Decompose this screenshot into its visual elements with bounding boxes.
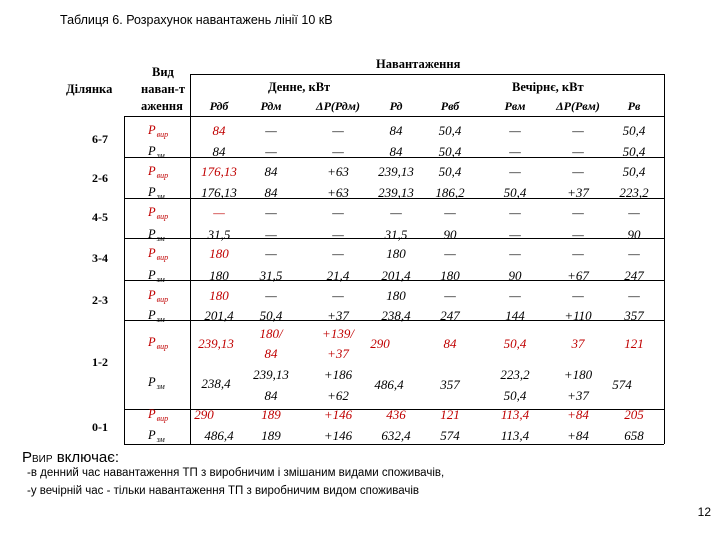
cell-01vir-c7: 205 xyxy=(624,407,644,422)
cell-01vir-c6: +84 xyxy=(567,407,589,422)
row-label-pvir: $Р_{вир}$ xyxy=(148,288,169,304)
cell-r4-c5: — xyxy=(509,205,521,220)
cell-r2-c4: 50,4 xyxy=(438,164,462,179)
cell-12vir-pvb: 84 xyxy=(443,336,457,351)
cell-12vir-pdm-a: 180/ xyxy=(259,326,283,341)
cell-r3-c4: 186,2 xyxy=(435,185,465,200)
cell-01zm-c1: 189 xyxy=(261,428,281,443)
pvir-heading: РВИР включає: xyxy=(22,449,120,466)
cell-r9-c4: 247 xyxy=(440,308,460,323)
header-azhennya: аження xyxy=(141,99,183,113)
grid-line xyxy=(190,74,191,444)
cell-01zm-c3: 632,4 xyxy=(381,428,411,443)
cell-r3-c5: 50,4 xyxy=(503,185,527,200)
cell-r5-c1: — xyxy=(265,227,277,242)
cell-12vir-dp-b: +37 xyxy=(327,346,349,361)
cell-r9-c6: +110 xyxy=(564,308,592,323)
cell-r0-c1: — xyxy=(265,123,277,138)
cell-01zm-c6: +84 xyxy=(567,428,589,443)
cell-12vir-dpv: 37 xyxy=(571,336,585,351)
section-label-0: 6-7 xyxy=(92,132,108,146)
cell-12zm-dp-a: +186 xyxy=(323,367,353,382)
note-evening: -у вечірній час - тільки навантаження ТП з виробничим видом споживачів xyxy=(27,485,420,497)
cell-01zm-c2: +146 xyxy=(323,428,353,443)
row-label-pzm: $Р_{зм}$ xyxy=(148,185,165,201)
header-dilyanka: Ділянка xyxy=(66,82,113,96)
cell-r7-c1: 31,5 xyxy=(259,268,283,283)
cell-r7-c7: 247 xyxy=(624,268,644,283)
cell-r1-c1: — xyxy=(265,144,277,159)
cell-r5-c6: — xyxy=(572,227,584,242)
cell-r0-c0: 84 xyxy=(212,123,226,138)
cell-r3-c7: 223,2 xyxy=(619,185,649,200)
header-sub-5: Рвм xyxy=(504,99,526,113)
cell-01zm-c7: 658 xyxy=(624,428,644,443)
cell-12zm-pvb: 357 xyxy=(440,377,460,392)
cell-r8-c6: — xyxy=(572,288,584,303)
cell-12zm-dpv-b: +37 xyxy=(567,388,589,403)
row-label-pzm: $Р_{зм}$ xyxy=(148,308,165,324)
cell-12zm-pvm-b: 50,4 xyxy=(503,388,527,403)
cell-r8-c7: — xyxy=(628,288,640,303)
cell-r5-c5: — xyxy=(509,227,521,242)
cell-r7-c2: 21,4 xyxy=(326,268,350,283)
grid-line xyxy=(190,74,664,75)
cell-01vir-c1: 189 xyxy=(261,407,281,422)
cell-01vir-c3: 436 xyxy=(386,407,406,422)
cell-r2-c2: +63 xyxy=(327,164,349,179)
row-label-pvir: $Р_{вир}$ xyxy=(148,246,169,262)
cell-r0-c5: — xyxy=(509,123,521,138)
row-label-pzm-12: $Р_{зм}$ xyxy=(148,375,165,391)
header-sub-1: Рдм xyxy=(260,99,282,113)
cell-12vir-pd: 290 xyxy=(370,336,390,351)
cell-r1-c6: — xyxy=(572,144,584,159)
cell-r0-c6: — xyxy=(572,123,584,138)
cell-12vir-pv: 121 xyxy=(624,336,644,351)
header-sub-0: Рдб xyxy=(209,99,229,113)
grid-line xyxy=(124,116,125,444)
cell-r2-c0: 176,13 xyxy=(201,164,237,179)
section-label-1: 2-6 xyxy=(92,171,108,185)
cell-r3-c6: +37 xyxy=(567,185,589,200)
header-sub-2: ΔР(Рдм) xyxy=(316,99,360,113)
cell-r4-c4: — xyxy=(444,205,456,220)
cell-12vir-pdb: 239,13 xyxy=(198,336,234,351)
cell-r9-c5: 144 xyxy=(505,308,525,323)
cell-r8-c1: — xyxy=(265,288,277,303)
cell-r6-c3: 180 xyxy=(386,246,406,261)
cell-12zm-dp-b: +62 xyxy=(327,388,349,403)
row-label-pzm-01: $Р_{зм}$ xyxy=(148,428,165,444)
cell-01vir-c5: 113,4 xyxy=(500,407,530,422)
header-load: Навантаження xyxy=(376,57,461,71)
cell-r2-c3: 239,13 xyxy=(378,164,414,179)
cell-12zm-pdm-a: 239,13 xyxy=(253,367,289,382)
section-label-4: 2-3 xyxy=(92,293,108,307)
cell-r5-c2: — xyxy=(332,227,344,242)
cell-01zm-c4: 574 xyxy=(440,428,460,443)
grid-line xyxy=(124,116,664,117)
cell-r1-c0: 84 xyxy=(212,144,226,159)
cell-r5-c7: 90 xyxy=(627,227,641,242)
cell-r1-c7: 50,4 xyxy=(622,144,646,159)
cell-r3-c2: +63 xyxy=(327,185,349,200)
section-label-3: 3-4 xyxy=(92,251,108,265)
header-sub-6: ΔР(Рвм) xyxy=(556,99,600,113)
section-label-6: 0-1 xyxy=(92,420,108,434)
cell-r8-c5: — xyxy=(509,288,521,303)
cell-r7-c4: 180 xyxy=(440,268,460,283)
header-vid: Вид xyxy=(152,65,174,79)
note-day: -в денний час навантаження ТП з виробничим і змішаним видами споживачів, xyxy=(27,467,445,479)
cell-r4-c3: — xyxy=(390,205,402,220)
cell-01vir-c2: +146 xyxy=(323,407,353,422)
cell-r6-c4: — xyxy=(444,246,456,261)
header-day: Денне, кВт xyxy=(268,80,331,94)
row-label-pzm: $Р_{зм}$ xyxy=(148,268,165,284)
cell-r8-c2: — xyxy=(332,288,344,303)
cell-r4-c7: — xyxy=(628,205,640,220)
cell-r6-c7: — xyxy=(628,246,640,261)
cell-r7-c5: 90 xyxy=(508,268,522,283)
cell-12vir-pvm: 50,4 xyxy=(503,336,527,351)
cell-r9-c7: 357 xyxy=(624,308,644,323)
table-title: Таблиця 6. Розрахунок навантажень лінії 10 кВ xyxy=(60,13,333,27)
cell-12vir-pdm-b: 84 xyxy=(264,346,278,361)
cell-r6-c6: — xyxy=(572,246,584,261)
cell-12zm-pd: 486,4 xyxy=(374,377,404,392)
cell-r0-c7: 50,4 xyxy=(622,123,646,138)
header-sub-3: Рд xyxy=(389,99,403,113)
section-label-2: 4-5 xyxy=(92,210,108,224)
row-label-pvir: $Р_{вир}$ xyxy=(148,205,169,221)
cell-12zm-dpv-a: +180 xyxy=(563,367,593,382)
row-label-pzm: $Р_{зм}$ xyxy=(148,144,165,160)
grid-line xyxy=(124,444,664,445)
header-navan: навaн-т xyxy=(141,82,185,96)
cell-r9-c3: 238,4 xyxy=(381,308,411,323)
cell-r6-c1: — xyxy=(265,246,277,261)
cell-r7-c6: +67 xyxy=(567,268,589,283)
cell-r6-c0: 180 xyxy=(209,246,229,261)
cell-12zm-pdb: 238,4 xyxy=(201,376,231,391)
cell-r7-c3: 201,4 xyxy=(381,268,411,283)
row-label-pvir-12: $Р_{вир}$ xyxy=(148,335,169,351)
header-sub-4: Рвб xyxy=(440,99,460,113)
cell-r0-c2: — xyxy=(332,123,344,138)
cell-01vir-c0: 290 xyxy=(194,407,214,422)
page-number: 12 xyxy=(697,505,711,519)
cell-r8-c4: — xyxy=(444,288,456,303)
cell-01vir-c4: 121 xyxy=(440,407,460,422)
cell-r0-c4: 50,4 xyxy=(438,123,462,138)
cell-r2-c5: — xyxy=(509,164,521,179)
cell-01zm-c0: 486,4 xyxy=(204,428,234,443)
cell-r3-c1: 84 xyxy=(264,185,278,200)
cell-r2-c7: 50,4 xyxy=(622,164,646,179)
cell-r4-c2: — xyxy=(332,205,344,220)
section-label-5: 1-2 xyxy=(92,355,108,369)
cell-r9-c0: 201,4 xyxy=(204,308,234,323)
cell-12zm-pvm-a: 223,2 xyxy=(500,367,530,382)
cell-r1-c5: — xyxy=(509,144,521,159)
cell-r1-c4: 50,4 xyxy=(438,144,462,159)
cell-12vir-dp-a: +139/ xyxy=(322,326,354,341)
row-label-pvir: $Р_{вир}$ xyxy=(148,164,169,180)
cell-12zm-pdm-b: 84 xyxy=(264,388,278,403)
cell-r3-c0: 176,13 xyxy=(201,185,237,200)
cell-r6-c5: — xyxy=(509,246,521,261)
row-label-pvir: $Р_{вир}$ xyxy=(148,123,169,139)
cell-r5-c3: 31,5 xyxy=(384,227,408,242)
cell-01zm-c5: 113,4 xyxy=(500,428,530,443)
cell-r9-c1: 50,4 xyxy=(259,308,283,323)
cell-r5-c0: 31,5 xyxy=(207,227,231,242)
row-label-pvir-01: $Р_{вир}$ xyxy=(148,407,169,423)
cell-r4-c0: — xyxy=(213,205,225,220)
cell-12zm-pv: 574 xyxy=(612,377,632,392)
cell-r3-c3: 239,13 xyxy=(378,185,414,200)
cell-r2-c6: — xyxy=(572,164,584,179)
cell-r8-c0: 180 xyxy=(209,288,229,303)
cell-r4-c6: — xyxy=(572,205,584,220)
row-label-pzm: $Р_{зм}$ xyxy=(148,227,165,243)
cell-r1-c3: 84 xyxy=(389,144,403,159)
header-evening: Вечірнє, кВт xyxy=(512,80,584,94)
cell-r4-c1: — xyxy=(265,205,277,220)
cell-r0-c3: 84 xyxy=(389,123,403,138)
cell-r9-c2: +37 xyxy=(327,308,349,323)
header-sub-7: Рв xyxy=(627,99,641,113)
cell-r5-c4: 90 xyxy=(443,227,457,242)
cell-r7-c0: 180 xyxy=(209,268,229,283)
cell-r8-c3: 180 xyxy=(386,288,406,303)
grid-line xyxy=(664,74,665,444)
cell-r2-c1: 84 xyxy=(264,164,278,179)
cell-r6-c2: — xyxy=(332,246,344,261)
cell-r1-c2: — xyxy=(332,144,344,159)
